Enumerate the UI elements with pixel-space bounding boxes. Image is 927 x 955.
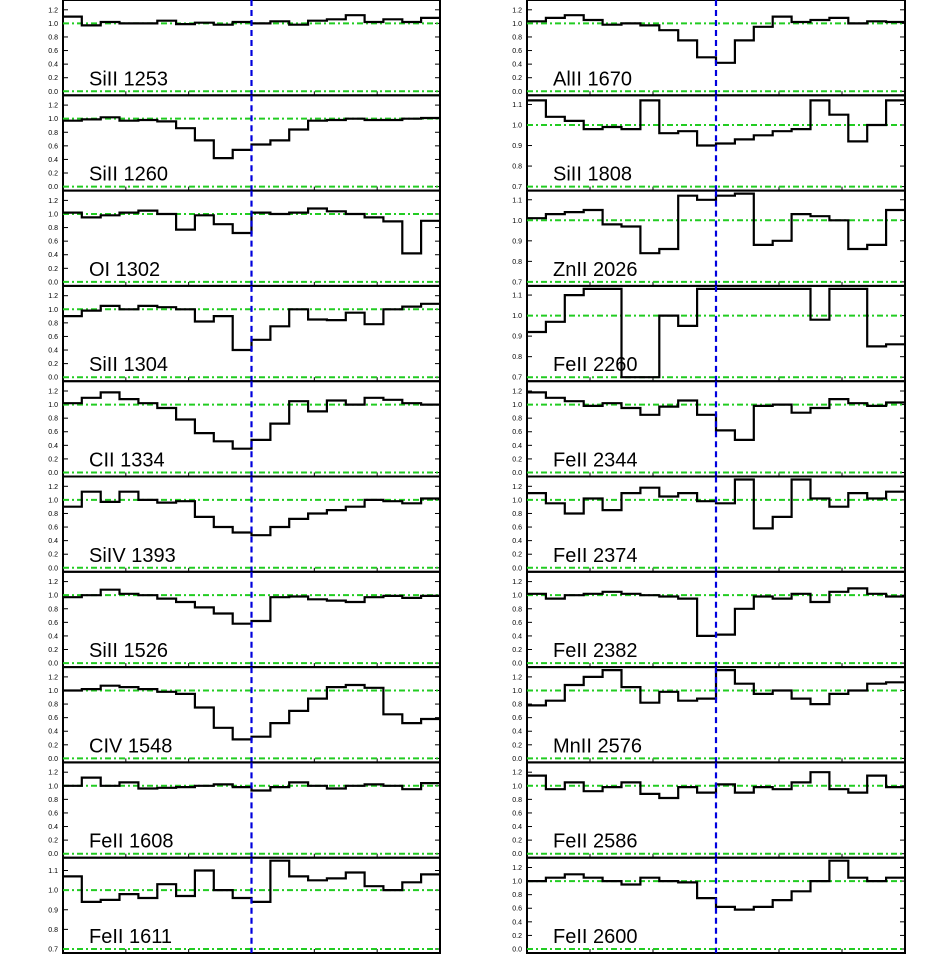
y-tick-label: 0.6	[512, 619, 522, 627]
y-tick-label: 0.8	[512, 354, 522, 362]
ion-label: CIV 1548	[89, 735, 173, 758]
y-tick-label: 0.8	[512, 163, 522, 171]
ion-label: OI 1302	[89, 258, 161, 281]
y-tick-label: 0.2	[48, 170, 58, 178]
y-tick-label: 0.6	[48, 238, 58, 246]
y-tick-label: 0.0	[48, 660, 58, 668]
y-tick-label: 0.7	[512, 374, 522, 382]
y-tick-label: 0.9	[48, 907, 58, 915]
y-tick-label: 1.2	[512, 579, 522, 587]
y-tick-label: 0.8	[48, 34, 58, 42]
y-tick-label: 1.2	[48, 293, 58, 301]
y-tick-label: 1.2	[512, 483, 522, 491]
y-tick-label: 0.6	[48, 619, 58, 627]
y-tick-label: 0.0	[48, 565, 58, 573]
y-tick-label: 1.0	[48, 592, 58, 600]
ion-label: SiII 1808	[553, 163, 632, 186]
y-tick-label: 0.4	[48, 442, 58, 450]
y-tick-label: 0.6	[512, 810, 522, 818]
y-tick-label: 1.2	[48, 102, 58, 110]
y-tick-label: 1.0	[48, 887, 58, 895]
y-tick-label: 1.0	[48, 211, 58, 219]
ion-label: AlII 1670	[553, 68, 632, 91]
y-tick-label: 1.2	[512, 7, 522, 15]
y-tick-label: 1.0	[512, 402, 522, 410]
y-tick-label: 0.0	[48, 279, 58, 287]
y-tick-label: 0.0	[48, 88, 58, 96]
y-tick-label: 1.2	[48, 769, 58, 777]
y-tick-label: 1.0	[512, 687, 522, 695]
y-tick-label: 1.0	[48, 116, 58, 124]
y-tick-label: 0.8	[512, 34, 522, 42]
y-tick-label: 0.8	[512, 892, 522, 900]
y-tick-label: 0.4	[48, 633, 58, 641]
y-tick-label: 0.0	[48, 184, 58, 192]
y-tick-label: 0.4	[512, 442, 522, 450]
y-tick-label: 0.4	[48, 538, 58, 546]
y-tick-label: 1.2	[512, 769, 522, 777]
y-tick-label: 0.8	[512, 701, 522, 709]
y-tick-label: 1.0	[512, 20, 522, 28]
y-tick-label: 0.8	[48, 320, 58, 328]
ion-label: FeII 1608	[89, 830, 174, 853]
y-tick-label: 0.2	[48, 837, 58, 845]
ion-label: FeII 2260	[553, 354, 638, 377]
y-tick-label: 0.2	[48, 647, 58, 655]
y-tick-label: 0.0	[512, 755, 522, 763]
y-tick-label: 0.2	[48, 361, 58, 369]
y-tick-label: 0.7	[512, 184, 522, 192]
y-tick-label: 0.7	[48, 946, 58, 954]
y-tick-label: 1.1	[512, 197, 522, 205]
y-tick-label: 1.2	[48, 483, 58, 491]
y-tick-label: 0.2	[512, 837, 522, 845]
y-tick-label: 0.4	[48, 728, 58, 736]
ion-label: FeII 2344	[553, 449, 638, 472]
y-tick-label: 1.0	[512, 878, 522, 886]
y-tick-label: 0.0	[48, 851, 58, 859]
y-tick-label: 1.0	[512, 783, 522, 791]
y-tick-label: 1.2	[48, 388, 58, 396]
y-tick-label: 0.8	[512, 796, 522, 804]
y-tick-label: 0.0	[512, 946, 522, 954]
y-tick-label: 0.2	[48, 742, 58, 750]
y-tick-label: 0.0	[512, 565, 522, 573]
y-tick-label: 0.6	[512, 905, 522, 913]
y-tick-label: 1.2	[48, 674, 58, 682]
ion-label: FeII 2382	[553, 640, 638, 663]
ion-label: FeII 2600	[553, 926, 638, 948]
y-tick-label: 1.2	[512, 388, 522, 396]
y-tick-label: 1.0	[48, 497, 58, 505]
y-tick-label: 1.2	[48, 197, 58, 205]
y-tick-label: 0.4	[48, 347, 58, 355]
y-tick-label: 0.2	[512, 456, 522, 464]
y-tick-label: 1.1	[512, 101, 522, 109]
y-tick-label: 1.0	[512, 217, 522, 225]
y-tick-label: 0.7	[512, 279, 522, 287]
y-tick-label: 0.9	[512, 333, 522, 341]
ion-label: FeII 2586	[553, 830, 638, 853]
y-tick-label: 0.8	[48, 701, 58, 709]
y-tick-label: 0.2	[512, 551, 522, 559]
y-tick-label: 0.2	[512, 932, 522, 940]
y-tick-label: 0.6	[48, 429, 58, 437]
y-tick-label: 0.0	[512, 470, 522, 477]
y-tick-label: 0.0	[48, 755, 58, 763]
y-tick-label: 0.0	[48, 470, 58, 477]
y-tick-label: 0.2	[48, 265, 58, 273]
y-tick-label: 1.2	[48, 579, 58, 587]
y-tick-label: 1.2	[512, 864, 522, 872]
y-tick-label: 0.2	[48, 75, 58, 83]
y-tick-label: 0.4	[48, 61, 58, 69]
y-tick-label: 0.8	[48, 926, 58, 934]
y-tick-label: 0.4	[48, 824, 58, 832]
y-tick-label: 0.8	[48, 129, 58, 137]
y-tick-label: 1.0	[512, 497, 522, 505]
y-tick-label: 0.0	[512, 851, 522, 859]
y-tick-label: 0.6	[512, 48, 522, 56]
y-tick-label: 0.6	[48, 48, 58, 56]
y-tick-label: 0.4	[512, 728, 522, 736]
y-tick-label: 0.8	[512, 510, 522, 518]
y-tick-label: 0.2	[512, 742, 522, 750]
y-tick-label: 1.2	[512, 674, 522, 682]
y-tick-label: 1.0	[48, 687, 58, 695]
y-tick-label: 1.0	[48, 783, 58, 791]
y-tick-label: 0.8	[48, 415, 58, 423]
y-tick-label: 0.6	[512, 715, 522, 723]
ion-label: SiII 1526	[89, 640, 168, 663]
y-tick-label: 0.0	[512, 660, 522, 668]
ion-label: SiIV 1393	[89, 544, 176, 567]
y-tick-label: 0.4	[48, 252, 58, 260]
ion-label: CII 1334	[89, 449, 165, 472]
ion-label: SiII 1253	[89, 68, 168, 91]
y-tick-label: 0.6	[48, 715, 58, 723]
y-tick-label: 0.4	[512, 61, 522, 69]
y-tick-label: 1.0	[48, 20, 58, 28]
y-tick-label: 1.0	[512, 592, 522, 600]
y-tick-label: 1.0	[512, 313, 522, 321]
y-tick-label: 0.8	[48, 796, 58, 804]
y-tick-label: 1.0	[48, 306, 58, 314]
y-tick-label: 0.4	[512, 538, 522, 546]
y-tick-label: 0.2	[48, 551, 58, 559]
y-tick-label: 1.1	[48, 868, 58, 876]
ion-label: FeII 1611	[89, 926, 173, 948]
y-tick-label: 0.8	[512, 415, 522, 423]
y-tick-label: 0.2	[512, 647, 522, 655]
y-tick-label: 0.6	[48, 333, 58, 341]
ion-label: FeII 2374	[553, 544, 638, 567]
y-tick-label: 0.6	[512, 524, 522, 532]
y-tick-label: 0.0	[512, 88, 522, 96]
y-tick-label: 0.8	[48, 225, 58, 233]
ion-label: ZnII 2026	[553, 258, 638, 281]
y-tick-label: 1.1	[512, 292, 522, 300]
y-tick-label: 0.4	[512, 633, 522, 641]
y-tick-label: 0.4	[48, 156, 58, 164]
y-tick-label: 0.8	[512, 258, 522, 266]
y-tick-label: 0.8	[512, 606, 522, 614]
ion-label: SiII 1260	[89, 163, 168, 186]
y-tick-label: 0.6	[48, 143, 58, 151]
y-tick-label: 0.6	[48, 524, 58, 532]
y-tick-label: 1.0	[48, 402, 58, 410]
y-tick-label: 0.6	[48, 810, 58, 818]
y-tick-label: 0.8	[48, 510, 58, 518]
y-tick-label: 1.2	[48, 7, 58, 15]
y-tick-label: 0.8	[48, 606, 58, 614]
y-tick-label: 0.9	[512, 143, 522, 151]
y-tick-label: 0.4	[512, 824, 522, 832]
y-tick-label: 0.2	[512, 75, 522, 83]
y-tick-label: 1.0	[512, 122, 522, 130]
y-tick-label: 0.9	[512, 238, 522, 246]
ion-label: MnII 2576	[553, 735, 642, 758]
y-tick-label: 0.6	[512, 429, 522, 437]
y-tick-label: 0.0	[48, 374, 58, 382]
y-tick-label: 0.2	[48, 456, 58, 464]
ion-label: SiII 1304	[89, 354, 168, 377]
y-tick-label: 0.4	[512, 919, 522, 927]
